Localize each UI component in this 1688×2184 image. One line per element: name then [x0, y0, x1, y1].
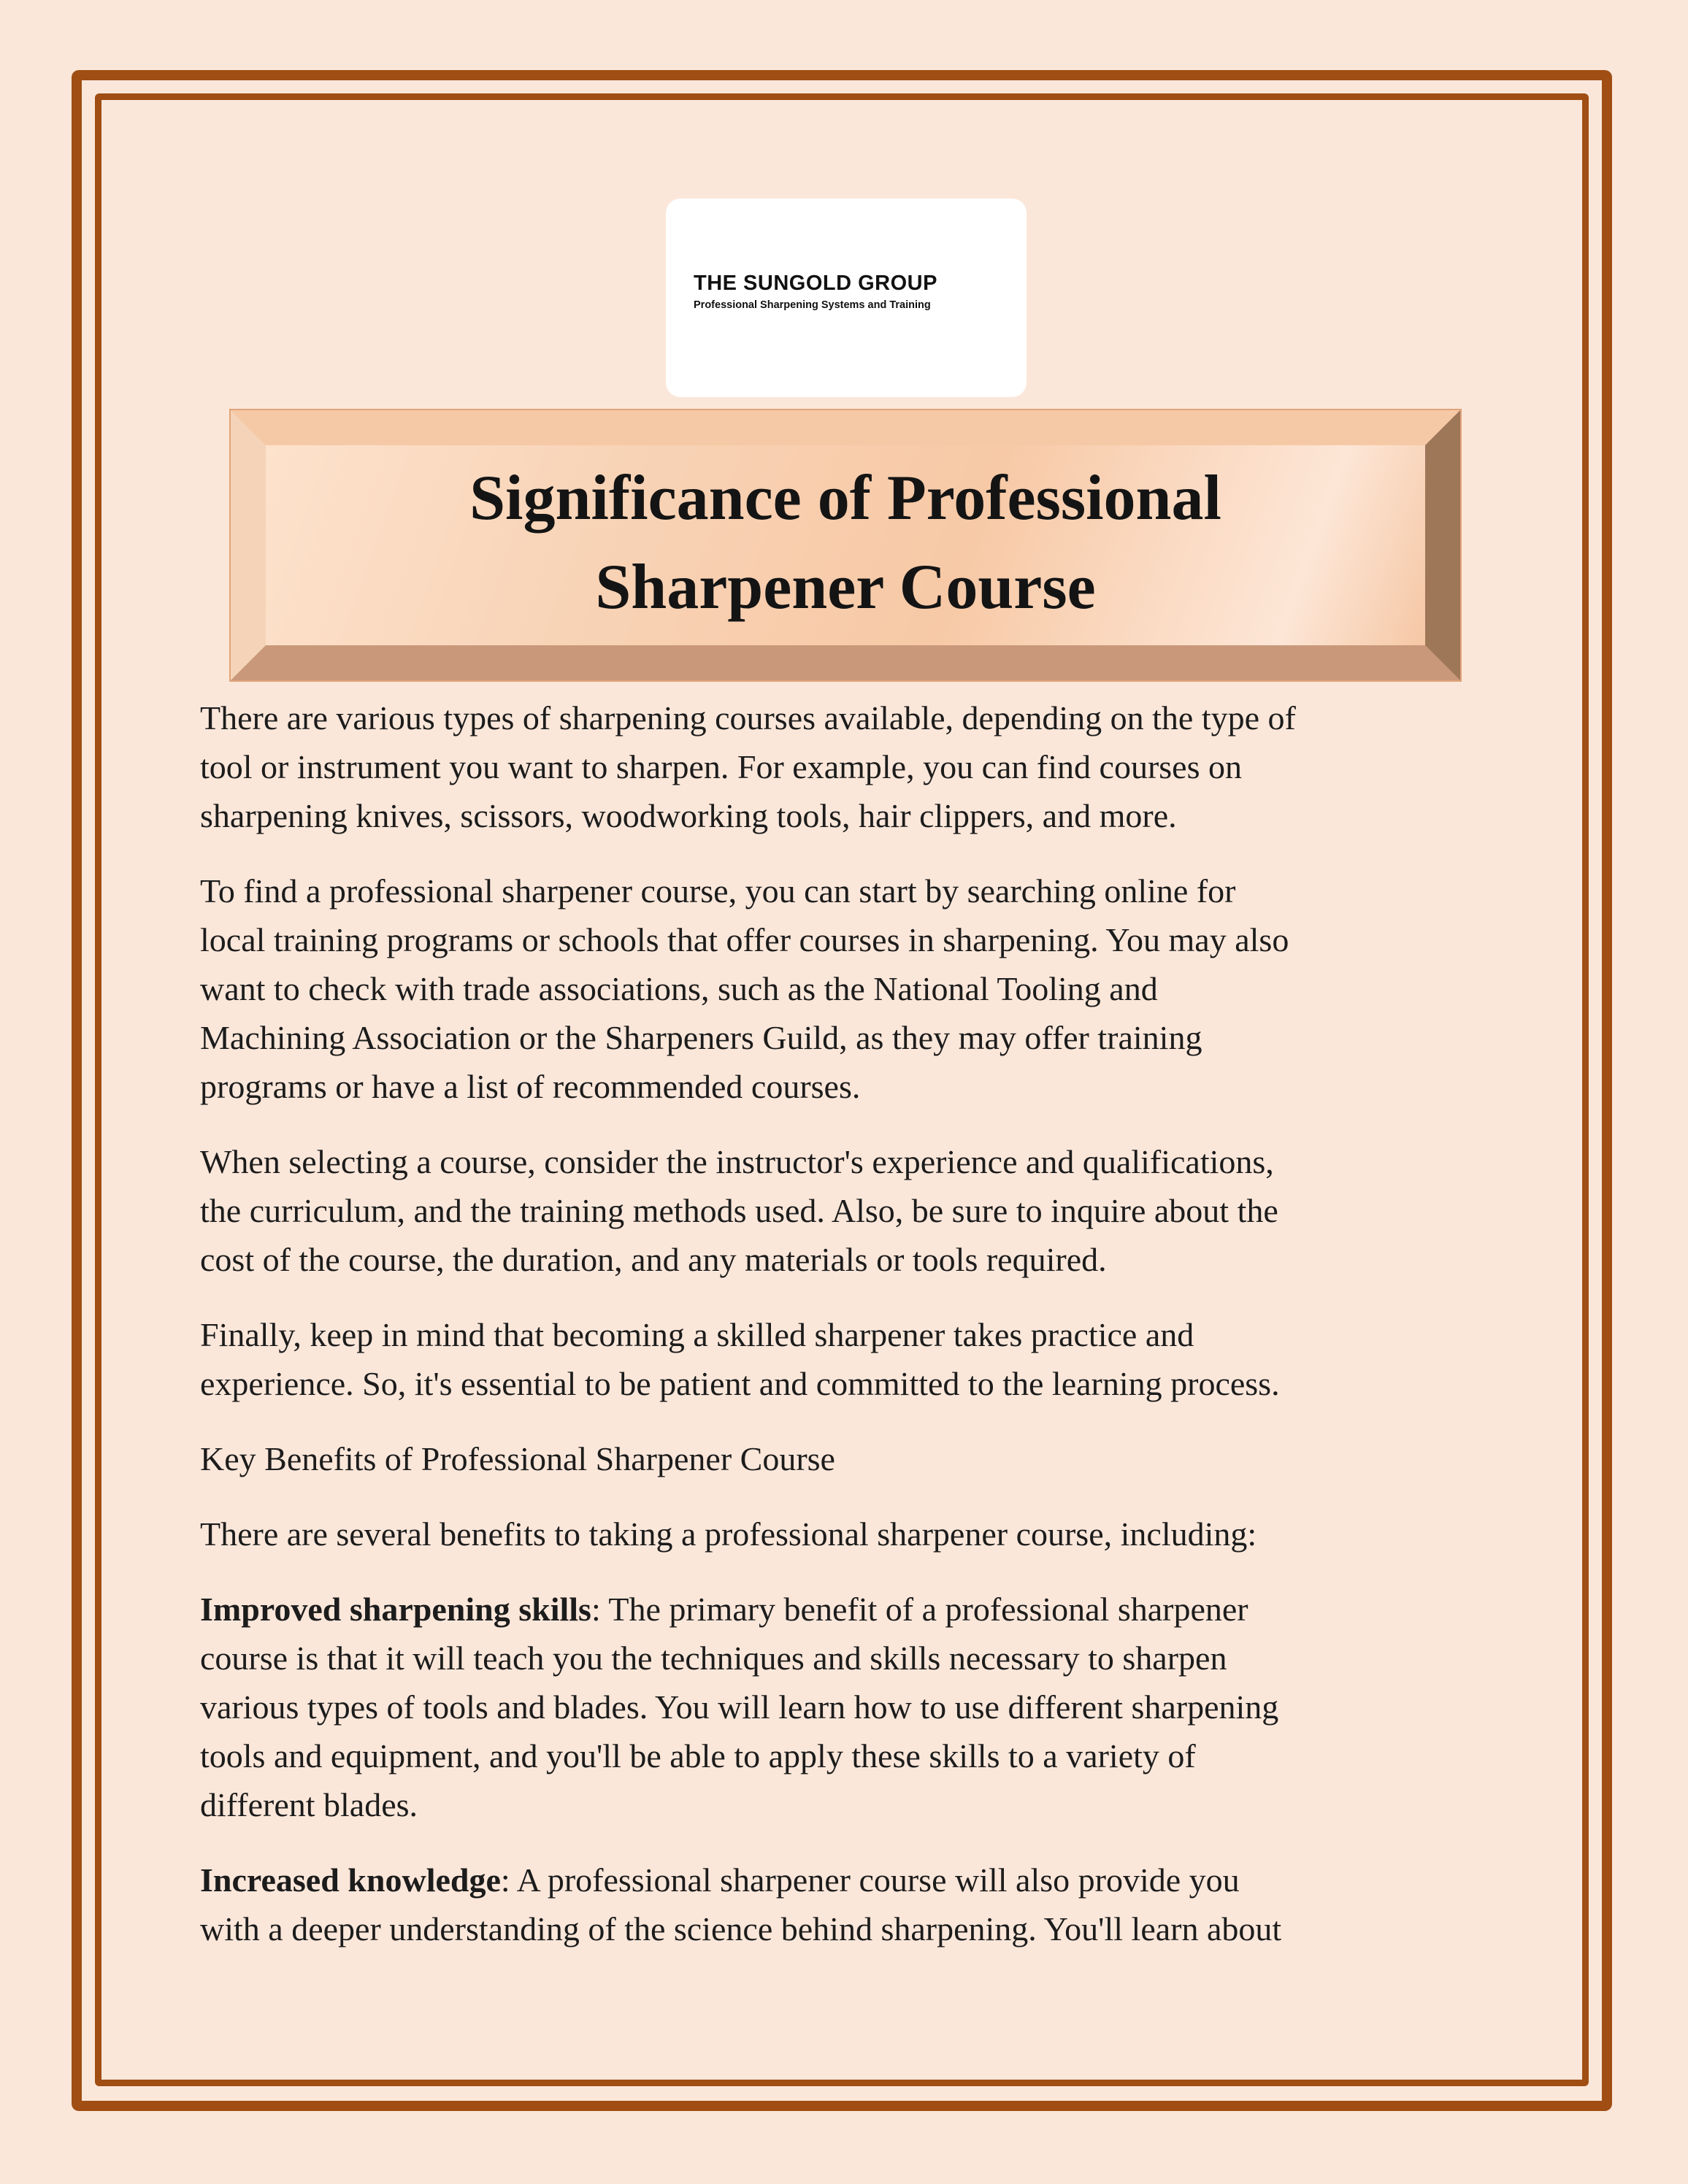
benefit-increased-knowledge	[200, 1856, 1500, 1953]
text-line: local training programs or schools that offer courses in sharpening. You may also	[200, 921, 1289, 958]
benefit-text: : A professional sharpener course will also provide you	[500, 1861, 1240, 1899]
logo-tagline: Professional Sharpening Systems and Training	[694, 299, 931, 311]
company-logo	[666, 199, 1027, 397]
benefit-text: : The primary benefit of a professional sharpener	[591, 1591, 1248, 1628]
logo-brand-name: THE SUNGOLD GROUP	[694, 272, 937, 295]
text-line: Machining Association or the Sharpeners Guild, as they may offer training	[200, 1019, 1202, 1056]
text-line: different blades.	[200, 1786, 418, 1823]
benefit-improved-skills	[200, 1585, 1500, 1829]
text-line: various types of tools and blades. You will learn how to use different sharpening	[200, 1688, 1279, 1726]
text-line: To find a professional sharpener course, you can start by searching online for	[200, 872, 1236, 910]
paragraph-selecting-course	[200, 1137, 1500, 1284]
text-line	[200, 1856, 1500, 1904]
page-title	[266, 454, 1425, 632]
text-line: programs or have a list of recommended courses.	[200, 1068, 861, 1105]
paragraph-practice	[200, 1310, 1500, 1408]
text-line: cost of the course, the duration, and any materials or tools required.	[200, 1241, 1107, 1278]
paragraph-finding-course	[200, 866, 1500, 1111]
page-title-line: Sharpener Course	[595, 552, 1096, 623]
title-banner-bevel-right	[1425, 410, 1460, 680]
text-line: with a deeper understanding of the science behind sharpening. You'll learn about	[200, 1910, 1282, 1947]
text-line: There are various types of sharpening courses available, depending on the type of	[200, 699, 1296, 737]
text-line: experience. So, it's essential to be patient and committed to the learning process.	[200, 1365, 1280, 1402]
title-banner-bevel-bottom	[231, 645, 1460, 680]
text-line: tools and equipment, and you'll be able to apply these skills to a variety of	[200, 1737, 1196, 1774]
paragraph-course-types	[200, 693, 1500, 840]
title-banner-bevel-top	[231, 410, 1460, 445]
benefit-title: Improved sharpening skills	[200, 1591, 591, 1628]
article-body	[200, 693, 1500, 1980]
title-banner	[229, 409, 1462, 682]
text-line: tool or instrument you want to sharpen. For example, you can find courses on	[200, 748, 1242, 785]
section-subheading: Key Benefits of Professional Sharpener Course	[200, 1440, 835, 1477]
text-line: the curriculum, and the training methods used. Also, be sure to inquire about the	[200, 1192, 1278, 1229]
text-line: When selecting a course, consider the instructor's experience and qualifications,	[200, 1143, 1274, 1180]
text-line: Finally, keep in mind that becoming a skilled sharpener takes practice and	[200, 1316, 1194, 1353]
title-banner-bevel-left	[231, 410, 266, 680]
text-line: want to check with trade associations, such as the National Tooling and	[200, 970, 1158, 1007]
text-line: sharpening knives, scissors, woodworking tools, hair clippers, and more.	[200, 797, 1177, 834]
benefit-title: Increased knowledge	[200, 1861, 501, 1899]
page-title-line: Significance of Professional	[469, 463, 1221, 534]
text-line	[200, 1585, 1500, 1634]
text-line: course is that it will teach you the techniques and skills necessary to sharpen	[200, 1639, 1227, 1677]
paragraph-benefits-intro: There are several benefits to taking a professional sharpener course, including:	[200, 1515, 1257, 1553]
